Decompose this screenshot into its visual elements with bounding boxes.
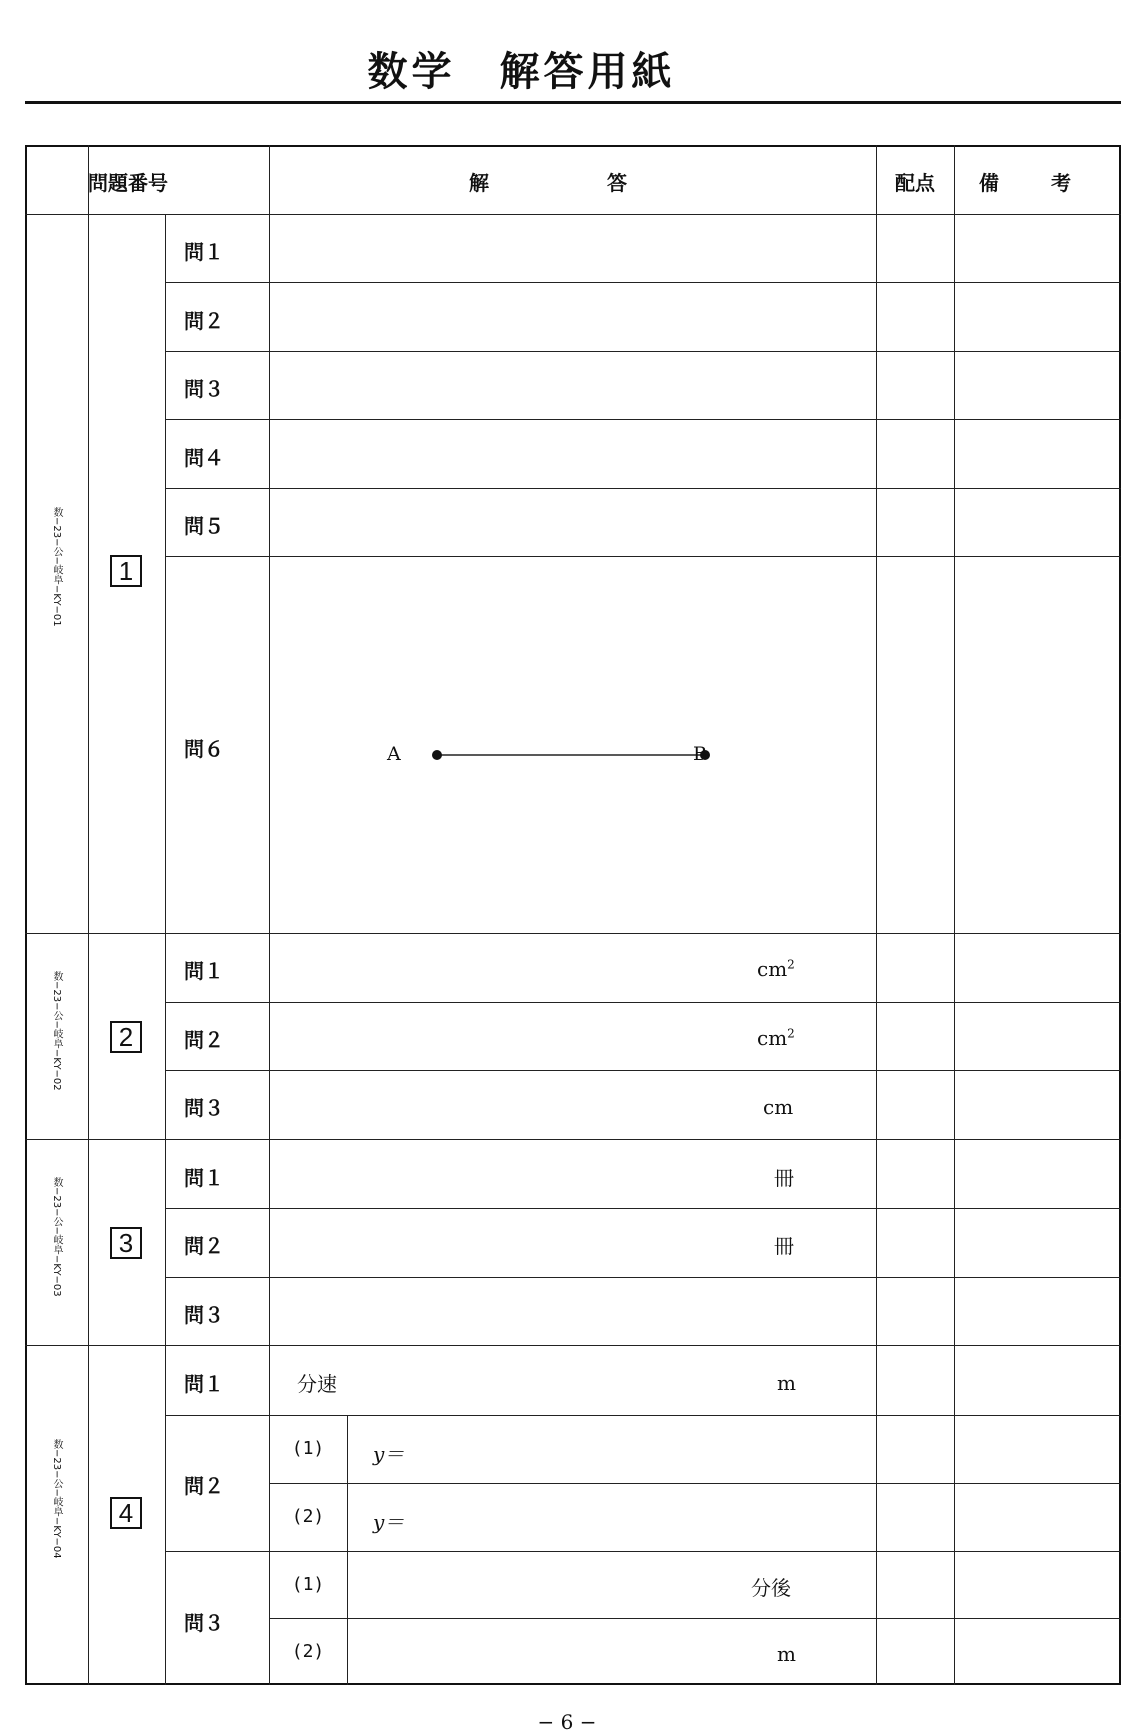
question-label: 問３: [184, 1096, 224, 1120]
col-line: [876, 145, 877, 1685]
section-number-4: 4: [110, 1497, 142, 1529]
question-label: 問２: [184, 309, 224, 333]
row-line: [165, 1002, 1121, 1003]
question-label: 問１: [184, 240, 224, 264]
question-label: 問１: [184, 1166, 224, 1190]
y-equals: y＝: [373, 1510, 405, 1534]
section-number-2: 2: [110, 1021, 142, 1053]
col-line: [954, 145, 955, 1685]
section-code: 数−23−公−岐阜−KY−02: [51, 971, 62, 1091]
question-label: 問１: [184, 959, 224, 983]
unit-cm2: [757, 1026, 795, 1050]
header-kou: 考: [1051, 171, 1071, 195]
section-line: [25, 933, 1121, 934]
point-a: [432, 750, 442, 760]
row-line: [165, 282, 1121, 283]
header-haiten: 配点: [895, 171, 935, 195]
section-code: 数−23−公−岐阜−KY−01: [51, 507, 62, 627]
row-line: [25, 214, 1121, 215]
header-bi: 備: [979, 171, 999, 195]
unit-cm2: [757, 957, 795, 981]
row-line: [165, 1551, 1121, 1552]
page-title: [0, 40, 1043, 97]
point-b-label: B: [693, 743, 707, 765]
row-line: [165, 1277, 1121, 1278]
row-line: [269, 1483, 1121, 1484]
point-a-label: A: [387, 743, 401, 765]
q1-prefix: 分速: [297, 1372, 337, 1396]
question-label: 問１: [184, 1372, 224, 1396]
title-subject: 数学: [367, 49, 456, 95]
section-number-3: 3: [110, 1227, 142, 1259]
header-kai: 解: [469, 171, 489, 195]
section-code: 数−23−公−岐阜−KY−04: [51, 1439, 62, 1559]
question-label: 問３: [184, 1303, 224, 1327]
section-line: [25, 1139, 1121, 1140]
question-label: 問５: [184, 514, 224, 538]
sub-label: (1): [291, 1438, 325, 1459]
table-border-right: [1119, 145, 1121, 1685]
unit-text: cm: [757, 1026, 788, 1050]
unit-exponent: 2: [787, 957, 795, 972]
sub-label: (1): [291, 1574, 325, 1595]
unit-m: m: [777, 1371, 796, 1395]
table-border-left: [25, 145, 27, 1685]
question-label: 問２: [184, 1028, 224, 1052]
unit-text: cm: [757, 957, 788, 981]
question-label: 問６: [184, 737, 224, 761]
question-label: 問４: [184, 446, 224, 470]
header-mondai: 問題番号: [88, 171, 168, 195]
row-line: [165, 351, 1121, 352]
unit-m: m: [777, 1642, 796, 1666]
title-rule: [25, 101, 1121, 104]
unit-exponent: 2: [787, 1026, 795, 1041]
col-line: [88, 145, 89, 1685]
row-line: [165, 1415, 1121, 1416]
sub-label: (2): [291, 1506, 325, 1527]
col-line: [347, 1415, 348, 1685]
unit-satsu: 冊: [774, 1166, 794, 1190]
row-line: [165, 1208, 1121, 1209]
page-number: − 6 −: [537, 1710, 597, 1734]
section-number-1: 1: [110, 555, 142, 587]
row-line: [269, 1618, 1121, 1619]
answer-table: [25, 145, 1121, 1685]
section-code: 数−23−公−岐阜−KY−03: [51, 1177, 62, 1297]
row-line: [165, 419, 1121, 420]
table-border-bottom: [25, 1683, 1121, 1685]
question-label: 問２: [184, 1474, 224, 1498]
section-line: [25, 1345, 1121, 1346]
title-sheet: 解答用紙: [499, 49, 676, 95]
question-label: 問３: [184, 1611, 224, 1635]
row-line: [165, 1070, 1121, 1071]
sub-label: (2): [291, 1641, 325, 1662]
row-line: [165, 488, 1121, 489]
unit-cm: cm: [763, 1095, 794, 1119]
unit-fungo: 分後: [751, 1576, 791, 1600]
table-border-top: [25, 145, 1121, 147]
header-tou: 答: [607, 171, 627, 195]
segment-ab: [405, 735, 735, 771]
col-line: [165, 214, 166, 1685]
unit-satsu: 冊: [774, 1234, 794, 1258]
row-line: [165, 556, 1121, 557]
question-label: 問２: [184, 1234, 224, 1258]
y-equals: y＝: [373, 1442, 405, 1466]
question-label: 問３: [184, 377, 224, 401]
